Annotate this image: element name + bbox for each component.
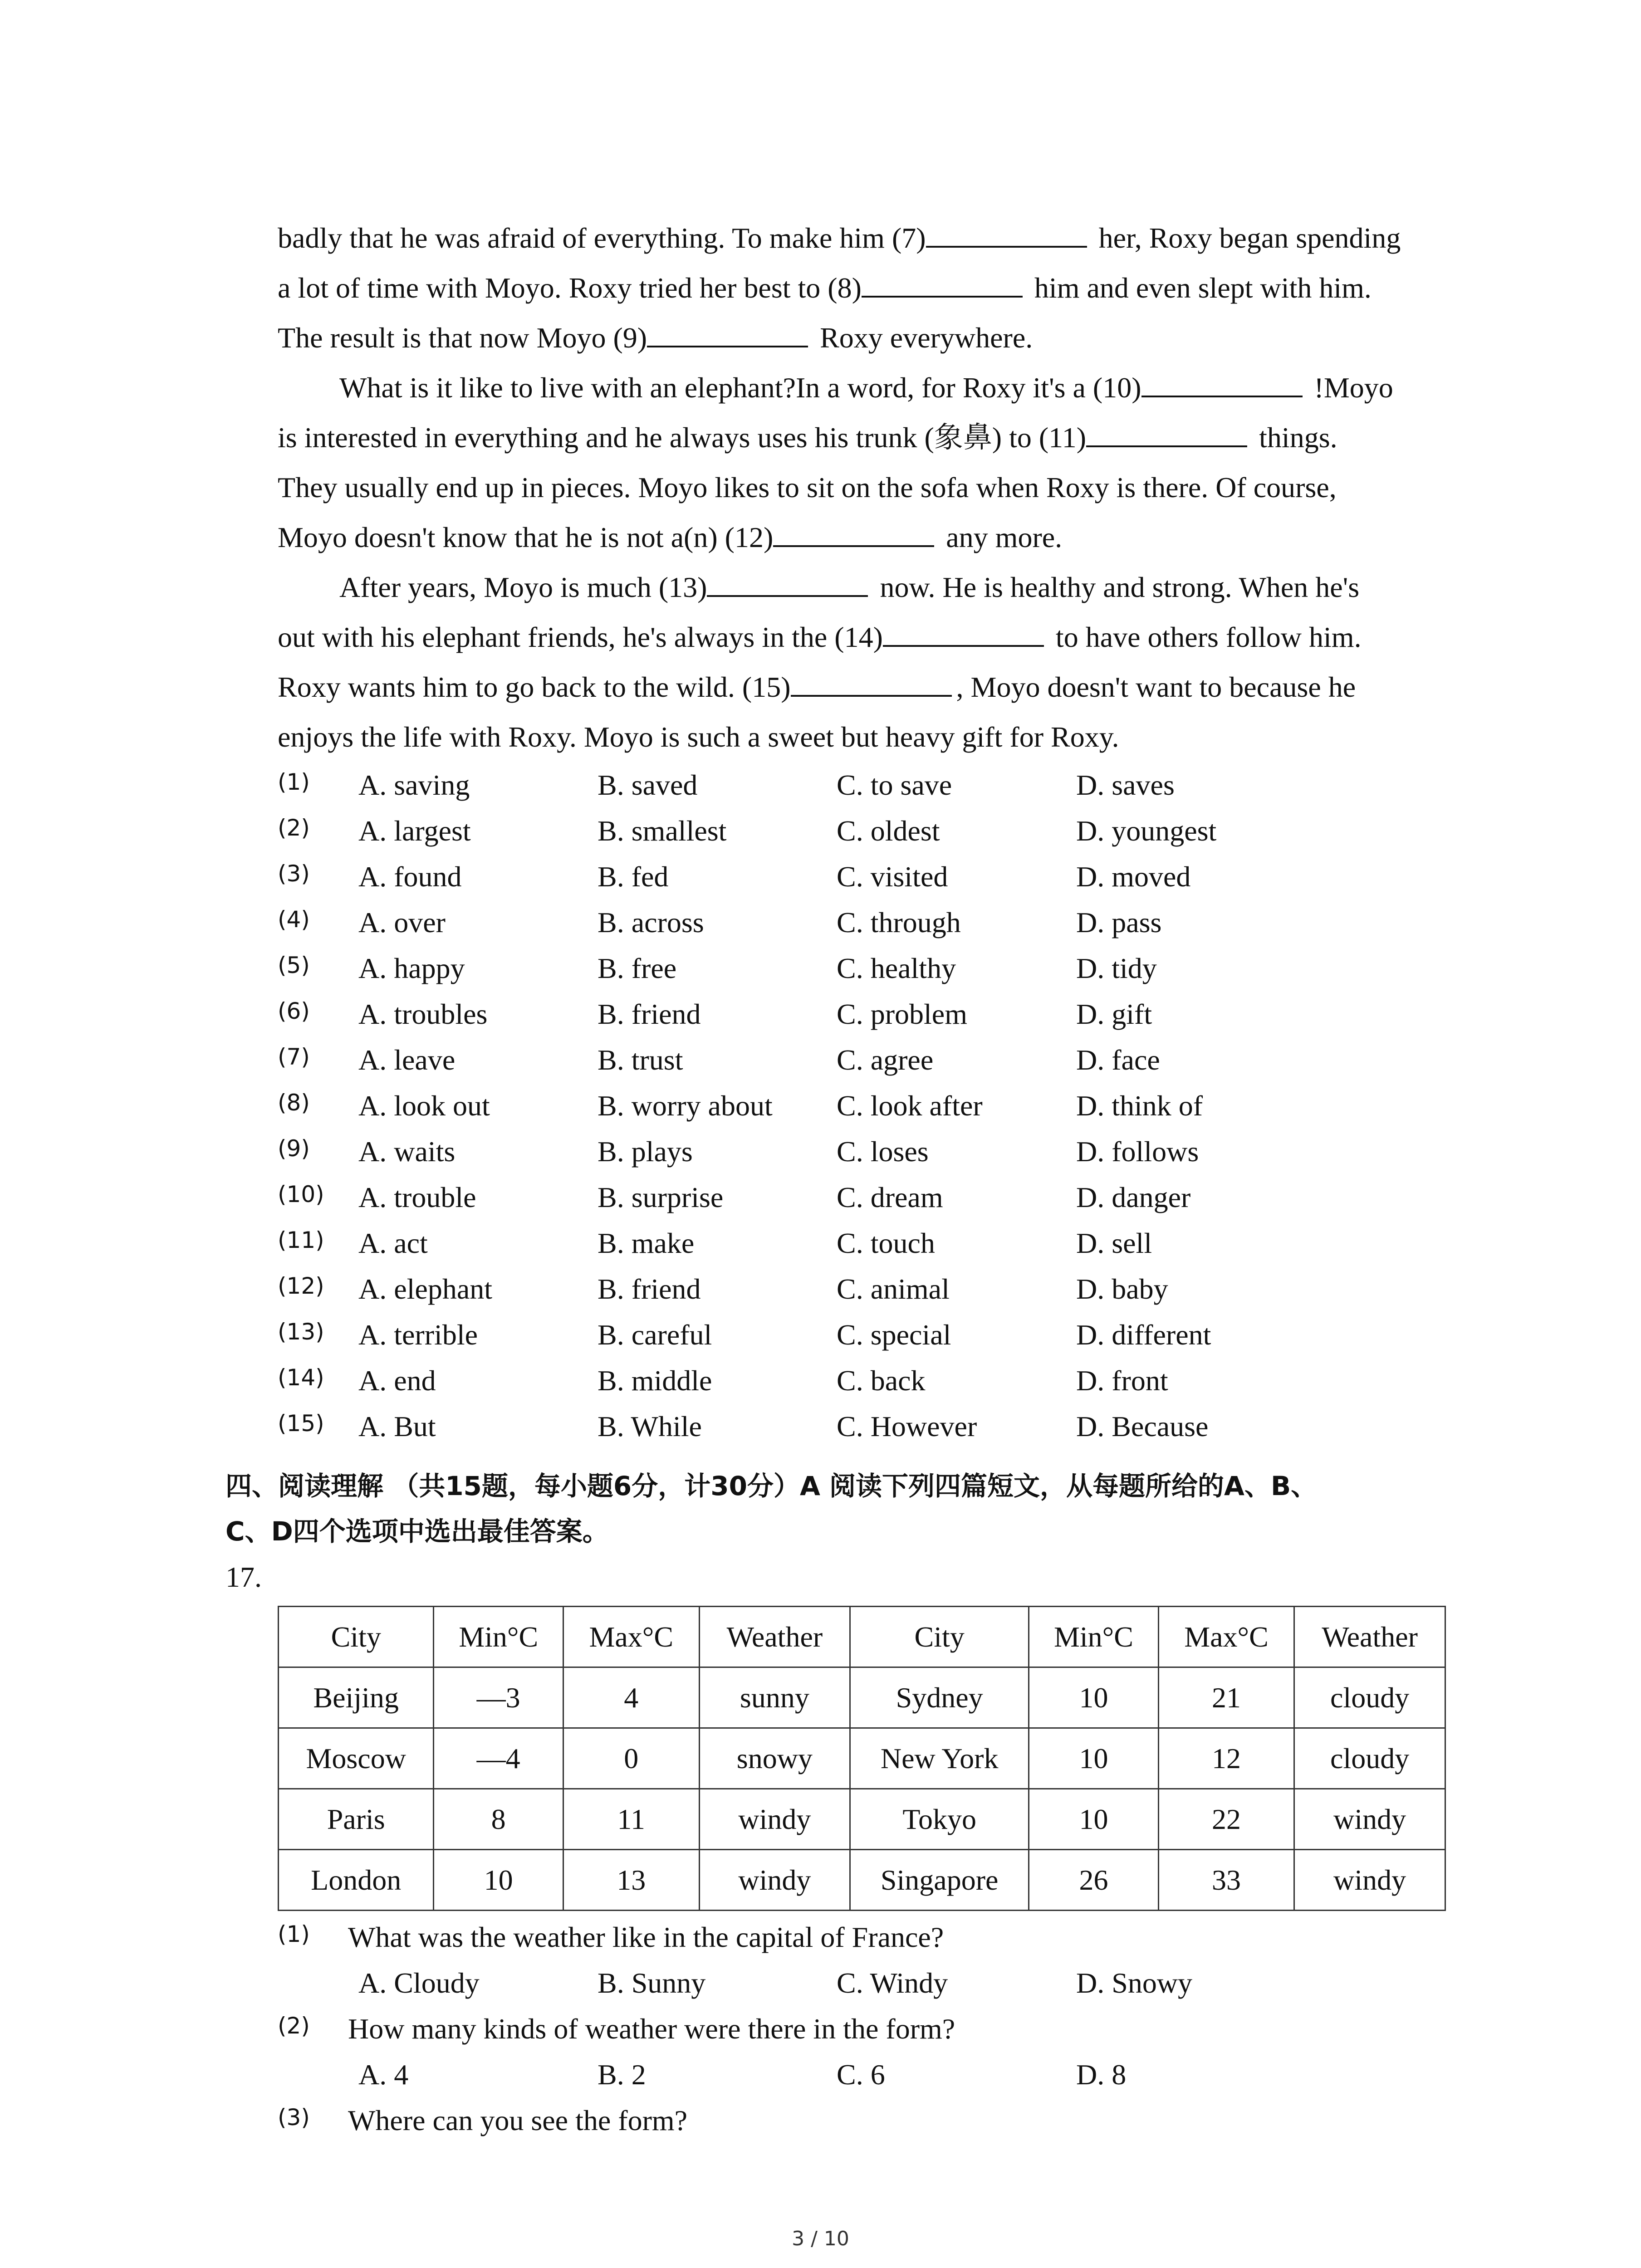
answer-blank	[791, 670, 952, 697]
passage-text: Roxy everywhere.	[813, 322, 1033, 354]
table-cell: windy	[1294, 1850, 1445, 1911]
passage-line	[278, 313, 1446, 363]
option-c: C. special	[837, 1319, 951, 1351]
section-title-line-2: C、D四个选项中选出最佳答案。	[225, 1516, 609, 1547]
passage-line	[278, 463, 1446, 513]
option-d: D. danger	[1076, 1181, 1191, 1213]
table-header-cell: Max°C	[563, 1607, 699, 1667]
subquestion-option-b: B. Sunny	[598, 1967, 706, 1999]
option-b: B. free	[598, 952, 677, 984]
option-b: B. middle	[598, 1364, 712, 1397]
option-d: D. pass	[1076, 906, 1162, 938]
option-number: (11)	[278, 1227, 324, 1253]
option-number: (8)	[278, 1090, 310, 1116]
table-header-cell: Max°C	[1158, 1607, 1294, 1667]
option-a: A. saving	[358, 769, 470, 801]
table-header-cell: Min°C	[1029, 1607, 1159, 1667]
option-b: B. plays	[598, 1135, 693, 1168]
subquestion-option-d: D. 8	[1076, 2058, 1127, 2091]
table-cell: 10	[1029, 1789, 1159, 1850]
subquestion-option-c: C. 6	[837, 2058, 885, 2091]
option-c: C. agree	[837, 1044, 934, 1076]
option-row	[278, 808, 1446, 854]
option-a: A. terrible	[358, 1319, 478, 1351]
subquestion-option-a: A. Cloudy	[358, 1967, 480, 1999]
option-a: A. But	[358, 1410, 436, 1442]
subquestion	[278, 1914, 1446, 1960]
passage-text: They usually end up in pieces. Moyo likes to sit on the sofa when Roxy is there. Of course,	[278, 471, 1337, 503]
option-d: D. tidy	[1076, 952, 1157, 984]
passage-text: What is it like to live with an elephant?In a word, for Roxy it's a (10)	[339, 371, 1141, 404]
table-cell: snowy	[699, 1728, 850, 1789]
option-number: (3)	[278, 860, 310, 887]
table-row	[279, 1850, 1445, 1911]
option-number: (4)	[278, 906, 310, 933]
option-row	[278, 1403, 1446, 1449]
table-cell: —3	[434, 1667, 563, 1728]
option-c: C. dream	[837, 1181, 943, 1213]
option-d: D. face	[1076, 1044, 1160, 1076]
option-number: (6)	[278, 998, 310, 1024]
cloze-passage	[278, 213, 1446, 1449]
option-c: C. However	[837, 1410, 977, 1442]
subquestion-text: Where can you see the form?	[348, 2104, 688, 2136]
option-b: B. make	[598, 1227, 695, 1259]
subquestion-option-d: D. Snowy	[1076, 1967, 1193, 1999]
passage-text: now. He is healthy and strong. When he's	[872, 571, 1360, 603]
option-a: A. largest	[358, 815, 471, 847]
option-d: D. follows	[1076, 1135, 1199, 1168]
page-number: 3 / 10	[792, 2227, 849, 2250]
option-row	[278, 854, 1446, 899]
passage-text: badly that he was afraid of everything. To make him (7)	[278, 222, 926, 254]
option-a: A. leave	[358, 1044, 456, 1076]
answer-blank	[862, 270, 1023, 298]
table-header-cell: City	[279, 1607, 434, 1667]
option-b: B. surprise	[598, 1181, 724, 1213]
table-row	[279, 1728, 1445, 1789]
subquestion-text: What was the weather like in the capital of France?	[348, 1921, 944, 1953]
option-d: D. front	[1076, 1364, 1168, 1397]
option-row	[278, 899, 1446, 945]
option-b: B. While	[598, 1410, 702, 1442]
table-cell: Moscow	[279, 1728, 434, 1789]
option-number: (15)	[278, 1410, 324, 1437]
option-number: (13)	[278, 1319, 324, 1345]
option-b: B. friend	[598, 1273, 701, 1305]
table-cell: Tokyo	[850, 1789, 1029, 1850]
table-cell: 12	[1158, 1728, 1294, 1789]
passage-text: things.	[1252, 421, 1337, 454]
passage-text: any more.	[939, 521, 1063, 553]
option-number: (1)	[278, 769, 310, 795]
option-a: A. found	[358, 860, 462, 893]
table-header-cell: Weather	[699, 1607, 850, 1667]
option-c: C. problem	[837, 998, 967, 1030]
option-b: B. across	[598, 906, 704, 938]
table-header-cell: Min°C	[434, 1607, 563, 1667]
option-row	[278, 1220, 1446, 1266]
table-cell: windy	[699, 1850, 850, 1911]
option-d: D. sell	[1076, 1227, 1152, 1259]
passage-text: enjoys the life with Roxy. Moyo is such a sweet but heavy gift for Roxy.	[278, 721, 1119, 753]
option-number: (12)	[278, 1273, 324, 1299]
option-a: A. waits	[358, 1135, 456, 1168]
passage-line	[278, 513, 1446, 562]
table-cell: windy	[699, 1789, 850, 1850]
table-cell: 10	[1029, 1728, 1159, 1789]
option-number: (10)	[278, 1181, 324, 1207]
passage-line	[278, 662, 1446, 712]
option-a: A. look out	[358, 1090, 490, 1122]
table-cell: London	[279, 1850, 434, 1911]
option-c: C. look after	[837, 1090, 983, 1122]
table-cell: Beijing	[279, 1667, 434, 1728]
table-cell: Sydney	[850, 1667, 1029, 1728]
subquestion-options	[278, 1960, 1446, 2006]
passage-text: Moyo doesn't know that he is not a(n) (12)	[278, 521, 774, 553]
table-cell: 8	[434, 1789, 563, 1850]
table-cell: 4	[563, 1667, 699, 1728]
passage-text: a lot of time with Moyo. Roxy tried her best to (8)	[278, 272, 862, 304]
passage-text: !Moyo	[1307, 371, 1393, 404]
subquestion-option-c: C. Windy	[837, 1967, 948, 1999]
option-d: D. different	[1076, 1319, 1211, 1351]
cloze-options	[278, 762, 1446, 1449]
option-d: D. gift	[1076, 998, 1152, 1030]
subquestion-number: (3)	[278, 2104, 310, 2131]
passage-line	[278, 363, 1446, 413]
table-cell: —4	[434, 1728, 563, 1789]
table-cell: sunny	[699, 1667, 850, 1728]
passage-text: Roxy wants him to go back to the wild. (15)	[278, 671, 791, 703]
table-cell: 10	[1029, 1667, 1159, 1728]
answer-blank	[647, 320, 808, 347]
option-c: C. visited	[837, 860, 948, 893]
table-cell: 22	[1158, 1789, 1294, 1850]
table-cell: Paris	[279, 1789, 434, 1850]
option-b: B. trust	[598, 1044, 683, 1076]
table-cell: cloudy	[1294, 1667, 1445, 1728]
subquestion	[278, 2097, 1446, 2143]
table-header-cell: City	[850, 1607, 1029, 1667]
option-a: A. happy	[358, 952, 465, 984]
section-title	[225, 1463, 1460, 1554]
option-number: (5)	[278, 952, 310, 978]
option-c: C. touch	[837, 1227, 935, 1259]
option-b: B. fed	[598, 860, 669, 893]
table-cell: New York	[850, 1728, 1029, 1789]
option-row	[278, 1312, 1446, 1358]
option-c: C. to save	[837, 769, 952, 801]
table-cell: Singapore	[850, 1850, 1029, 1911]
answer-blank	[1086, 420, 1247, 447]
answer-blank	[926, 220, 1087, 248]
passage-line	[278, 263, 1446, 313]
option-a: A. act	[358, 1227, 428, 1259]
question-number: 17.	[225, 1561, 262, 1593]
passage-text: is interested in everything and he always uses his trunk (象鼻) to (11)	[278, 421, 1087, 454]
option-d: D. moved	[1076, 860, 1191, 893]
passage-line	[278, 413, 1446, 463]
weather-table	[278, 1606, 1446, 1911]
answer-blank	[1141, 370, 1303, 397]
passage-text: to have others follow him.	[1048, 621, 1362, 653]
option-row	[278, 762, 1446, 808]
option-row	[278, 945, 1446, 991]
passage-text: , Moyo doesn't want to because he	[956, 671, 1356, 703]
option-row	[278, 1037, 1446, 1083]
table-header-cell: Weather	[1294, 1607, 1445, 1667]
option-row	[278, 1083, 1446, 1129]
option-d: D. saves	[1076, 769, 1175, 801]
answer-blank	[883, 620, 1044, 647]
subquestion-options	[278, 2052, 1446, 2097]
option-b: B. saved	[598, 769, 698, 801]
passage-line	[278, 612, 1446, 662]
option-number: (14)	[278, 1364, 324, 1391]
option-number: (9)	[278, 1135, 310, 1162]
table-row	[279, 1789, 1445, 1850]
passage-text: out with his elephant friends, he's always in the (14)	[278, 621, 883, 653]
option-c: C. loses	[837, 1135, 929, 1168]
passage-line	[278, 213, 1446, 263]
option-c: C. back	[837, 1364, 926, 1397]
subquestion-number: (1)	[278, 1921, 310, 1947]
answer-blank	[707, 570, 868, 597]
option-a: A. elephant	[358, 1273, 492, 1305]
option-b: B. friend	[598, 998, 701, 1030]
option-b: B. worry about	[598, 1090, 773, 1122]
passage-text: The result is that now Moyo (9)	[278, 322, 647, 354]
section-title-line-1: 四、阅读理解 （共15题，每小题6分，计30分）A 阅读下列四篇短文，从每题所给的A、B、	[225, 1471, 1318, 1501]
table-header-row	[279, 1607, 1445, 1667]
subquestion-option-b: B. 2	[598, 2058, 646, 2091]
option-number: (7)	[278, 1044, 310, 1070]
table-cell: windy	[1294, 1789, 1445, 1850]
table-cell: 0	[563, 1728, 699, 1789]
option-a: A. end	[358, 1364, 436, 1397]
subquestion-number: (2)	[278, 2013, 310, 2039]
option-row	[278, 991, 1446, 1037]
option-row	[278, 1174, 1446, 1220]
option-row	[278, 1266, 1446, 1312]
table-cell: 13	[563, 1850, 699, 1911]
option-a: A. troubles	[358, 998, 488, 1030]
option-b: B. smallest	[598, 815, 727, 847]
option-a: A. over	[358, 906, 446, 938]
option-d: D. Because	[1076, 1410, 1209, 1442]
option-c: C. healthy	[837, 952, 956, 984]
subquestion-text: How many kinds of weather were there in the form?	[348, 2013, 955, 2045]
question-17-subquestions	[278, 1914, 1446, 2143]
passage-text: him and even slept with him.	[1027, 272, 1372, 304]
table-cell: 21	[1158, 1667, 1294, 1728]
table-cell: 10	[434, 1850, 563, 1911]
option-number: (2)	[278, 815, 310, 841]
passage-line	[278, 712, 1446, 762]
passage-text: her, Roxy began spending	[1091, 222, 1401, 254]
option-d: D. think of	[1076, 1090, 1203, 1122]
table-cell: 11	[563, 1789, 699, 1850]
answer-blank	[773, 520, 934, 547]
option-a: A. trouble	[358, 1181, 476, 1213]
option-row	[278, 1129, 1446, 1174]
subquestion-option-a: A. 4	[358, 2058, 409, 2091]
table-cell: cloudy	[1294, 1728, 1445, 1789]
option-c: C. oldest	[837, 815, 940, 847]
option-c: C. through	[837, 906, 961, 938]
option-d: D. baby	[1076, 1273, 1168, 1305]
passage-text: After years, Moyo is much (13)	[339, 571, 707, 603]
option-row	[278, 1358, 1446, 1403]
option-b: B. careful	[598, 1319, 712, 1351]
table-cell: 26	[1029, 1850, 1159, 1911]
table-cell: 33	[1158, 1850, 1294, 1911]
option-c: C. animal	[837, 1273, 950, 1305]
option-d: D. youngest	[1076, 815, 1217, 847]
table-row	[279, 1667, 1445, 1728]
passage-line	[278, 562, 1446, 612]
subquestion	[278, 2006, 1446, 2052]
